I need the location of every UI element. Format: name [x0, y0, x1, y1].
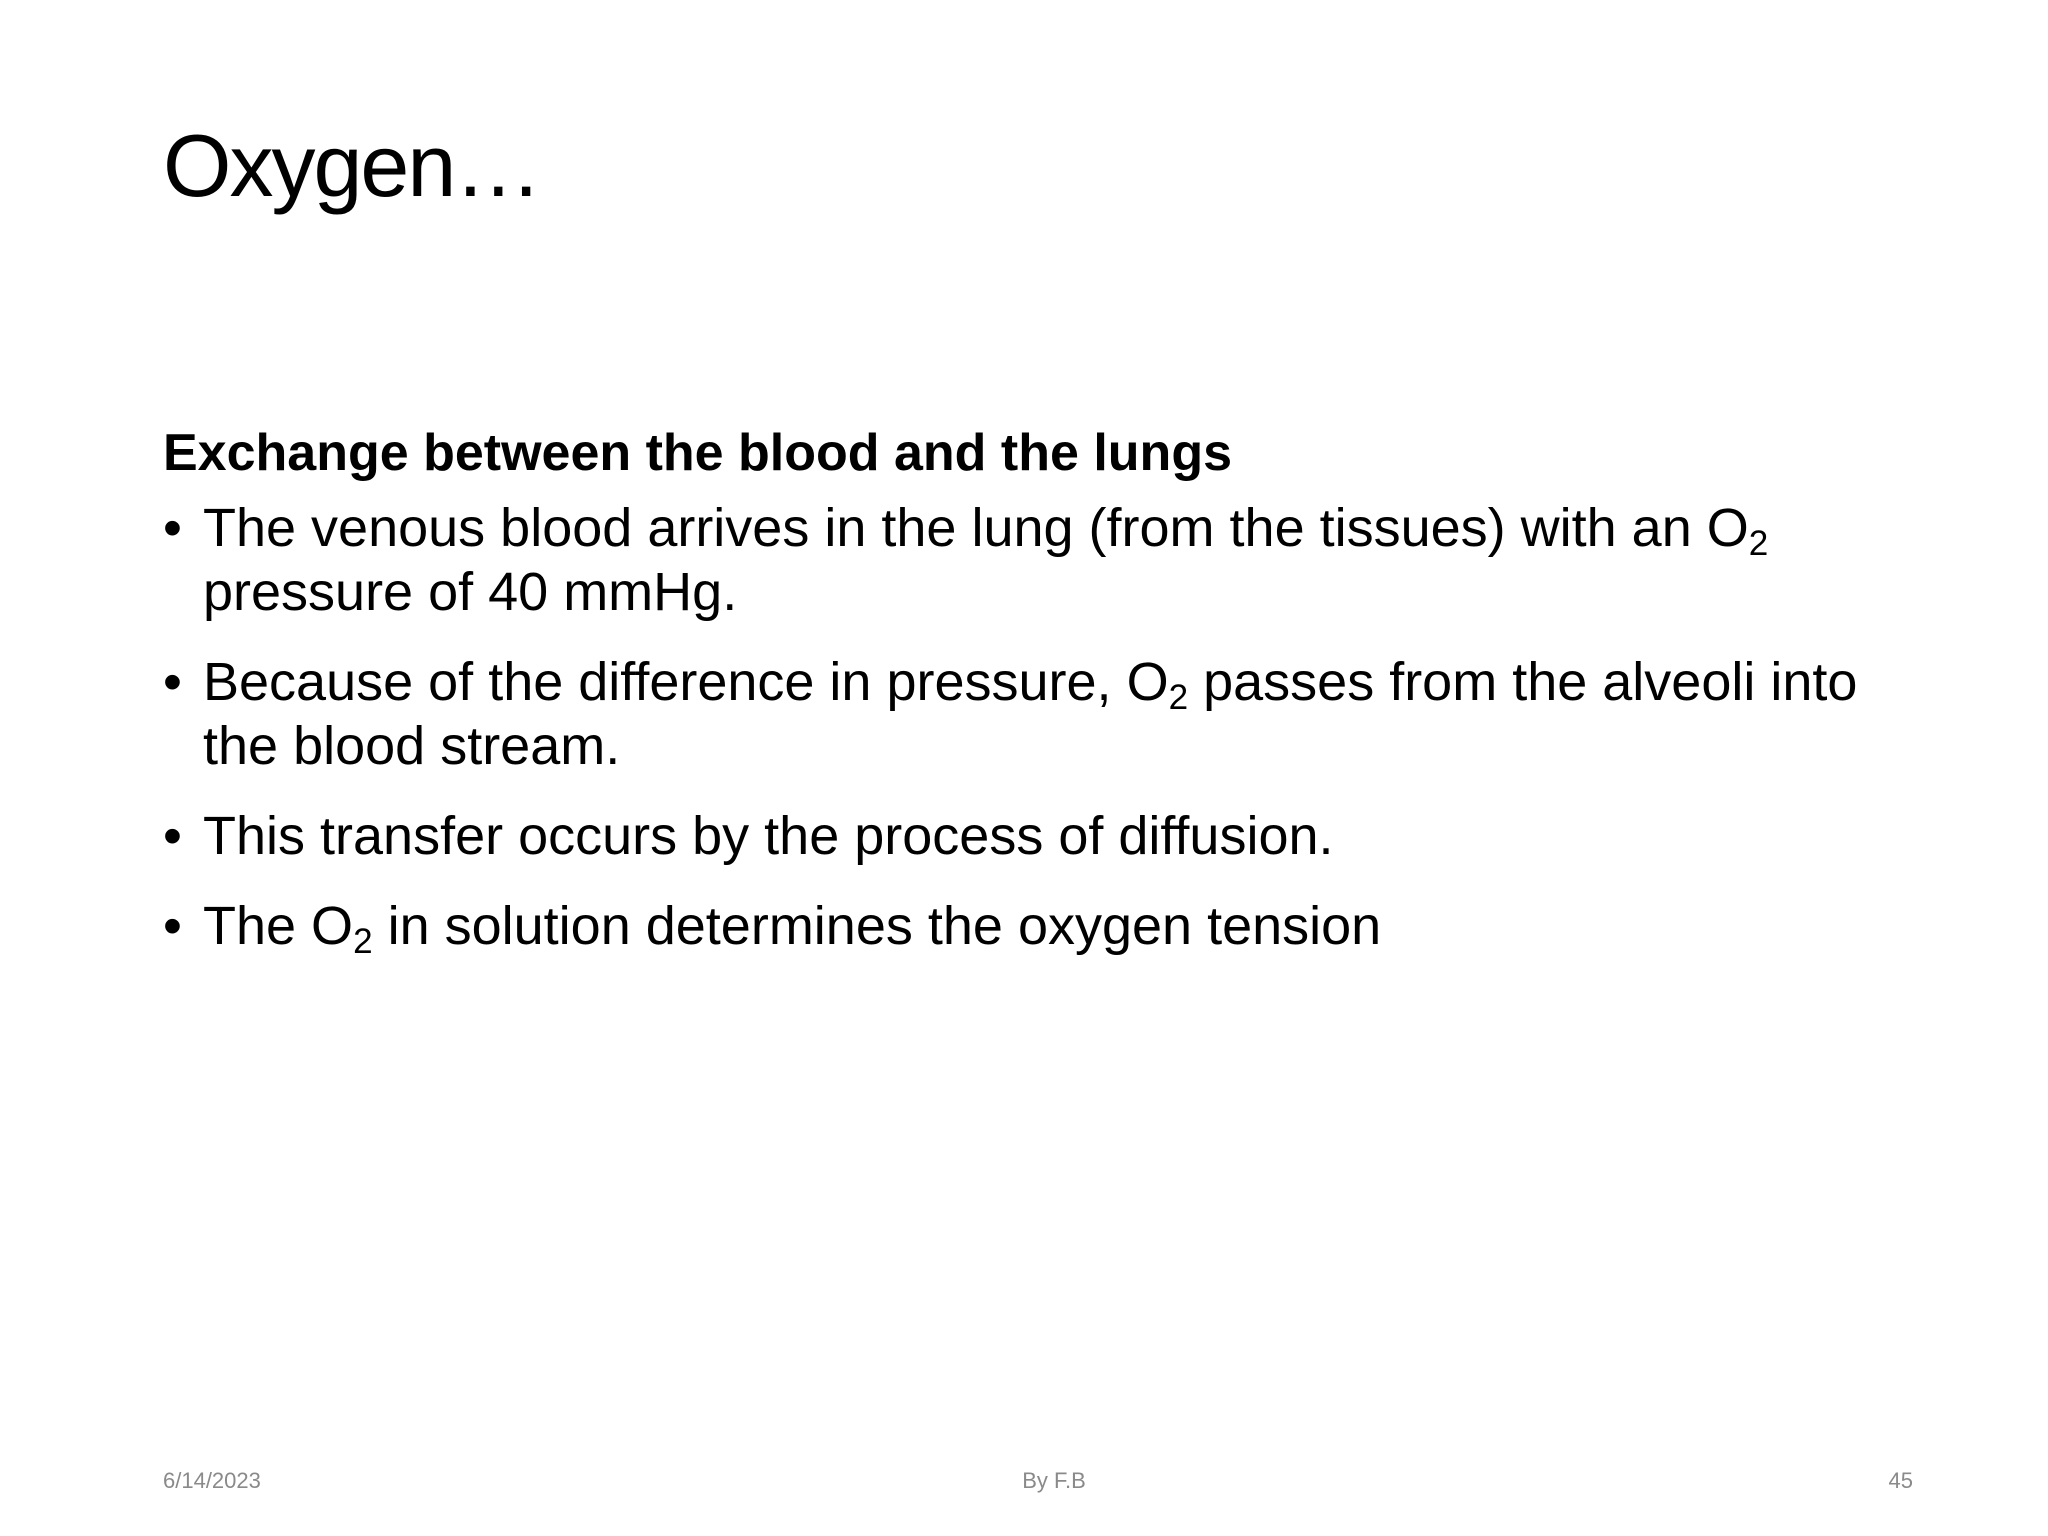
bullet-text-continued: in solution determines the oxygen tension [372, 896, 1382, 957]
footer-page-number: 45 [1888, 1468, 1913, 1493]
footer-author: By F.B [1022, 1468, 1086, 1493]
bullet-icon: • [163, 652, 182, 713]
bullet-item [163, 650, 1923, 778]
bullet-text: Because of the difference in pressure, O [203, 652, 1169, 713]
bullet-item [163, 894, 1923, 962]
bullet-icon: • [163, 498, 182, 559]
bullet-text: The O [203, 896, 354, 957]
bullet-icon: • [163, 806, 182, 867]
bullet-text: The venous blood arrives in the lung (from the tissues) with an O [203, 498, 1749, 559]
slide-title: Oxygen… [163, 116, 541, 215]
bullet-list [163, 496, 1923, 962]
subscript: 2 [353, 922, 373, 962]
subscript: 2 [1168, 678, 1189, 718]
bullet-text-continued: passes from the alveoli into the blood stream. [203, 652, 1858, 777]
section-subheading: Exchange between the blood and the lungs [163, 424, 1232, 482]
slide-content [163, 422, 1923, 984]
bullet-text-continued: pressure of 40 mmHg. [203, 562, 738, 623]
subscript: 2 [1748, 524, 1769, 564]
bullet-item [163, 496, 1923, 624]
bullet-text: This transfer occurs by the process of diffusion. [203, 806, 1334, 867]
footer-date: 6/14/2023 [163, 1468, 261, 1493]
bullet-item [163, 804, 1923, 868]
bullet-icon: • [163, 896, 182, 957]
